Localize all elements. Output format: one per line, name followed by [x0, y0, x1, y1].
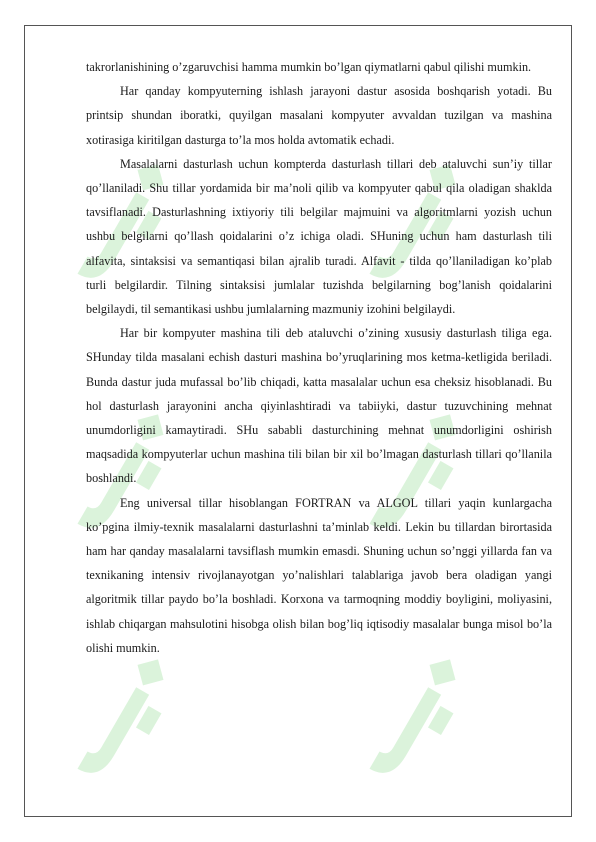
paragraph: Eng universal tillar hisoblangan FORTRAN va ALGOL tillari yaqin kunlargacha ko’pgina ilmiy-texnik masalalarni dasturlashni ta’minlab keldi. Lekin bu tillardan birortasida ham har qanday masalalarni tavsiflash mumkin emasdi. Shuning uchun so’nggi yillarda fan va texnikaning intensiv rivojlanayotgan yo’nalishlari talablariga javob bera oladigan yangi algoritmik tillar paydo bo’la boshladi. Korxona va tarmoqning moddiy boyligini, moliyasini, ishlab chiqargan mahsulotini hisobga olish bilan bog’liq iqtisodiy masalalar bunga misol bo’la olishi mumkin.	[86, 495, 552, 655]
paragraph: Har bir kompyuter mashina tili deb ataluvchi o’zining xususiy dasturlash tiliga ega. SHunday tilda masalani echish dasturi mashina bo’yruqlarining mos ketma-ketligida beriladi. Bunda dastur juda mufassal bo’lib chiqadi, katta masalalar uchun esa cheksiz hisoblanadi. Bu hol dasturlash jarayonini ancha qiyinlashtiradi va tabiiyki, dastur tuzuvchining mehnat unumdorligini kamaytiradi. SHu sababli dasturchining mehnat unumdorligini oshirish maqsadida kompyuterlar uchun mashina tili bilan bir xil bo’lmagan dasturlash tillari qo’llanila boshlandi.	[86, 326, 552, 486]
paragraph: Har qanday kompyuterning ishlash jarayoni dastur asosida boshqarish yotadi. Bu printsip shundan iboratki, quyilgan masalani kompyuter avvaldan tuzilgan va mashina xotirasiga kiritilgan dasturga to’la mos holda avtomatik echadi.	[86, 84, 552, 147]
document-body	[86, 55, 552, 660]
paragraph: Masalalarni dasturlash uchun kompterda dasturlash tillari deb ataluvchi sun’iy tillar qo’llaniladi. Shu tillar yordamida bir ma’noli qilib va kompyuter qabul qila oladigan shaklda tavsiflanadi. Dasturlashning ixtiyoriy tili belgilar majmuini va algoritmlarni yozish uchun ushbu belgilarni qo’llash qoidalarini o’z ichiga oladi. SHuning uchun ham dasturlash tili alfavita, sintaksisi va semantiqasi bilan ajralib turadi. Alfavit - tilda qo’llaniladigan ko’plab turli belgilardir. Tilning sintaksisi jumlalar tuzishda belgilarning bog’lanish qoidalarini belgilaydi, til semantikasi ushbu jumlalarning mazmuniy izohini belgilaydi.	[86, 156, 552, 317]
paragraph-continuation: takrorlanishining o’zgaruvchisi hamma mumkin bo’lgan qiymatlarni qabul qilishi mumkin.	[86, 60, 532, 74]
